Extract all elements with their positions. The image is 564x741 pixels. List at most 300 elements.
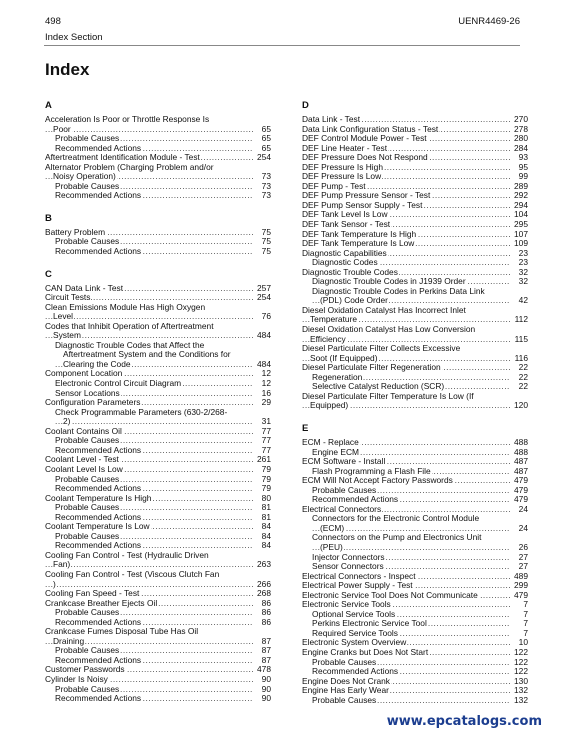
index-subentry (302, 514, 528, 533)
entry-text: DEF Pump Sensor Supply - Test (302, 200, 423, 210)
entry-text: Probable Causes (55, 646, 120, 656)
entry-line (45, 293, 271, 303)
index-entry (45, 465, 271, 475)
entry-text: Electronic Service Tool Does Not Communicate (302, 590, 478, 600)
index-entry (45, 369, 271, 379)
index-entry (45, 570, 271, 589)
entry-line (302, 191, 528, 201)
index-subentry (302, 287, 528, 306)
entry-text: Engine Cranks but Does Not Start (302, 647, 429, 657)
page-reference: 87 (261, 636, 271, 646)
header-divider (44, 45, 520, 46)
page-reference: 278 (514, 124, 528, 134)
entry-line (45, 427, 271, 437)
index-subentry (45, 608, 271, 618)
entry-line (55, 532, 271, 542)
page-reference: 81 (261, 512, 271, 522)
entry-line (45, 172, 271, 182)
entry-text: Probable Causes (55, 134, 120, 144)
entry-text: Perkins Electronic Service Tool (312, 619, 427, 629)
page-number: 498 (45, 16, 61, 27)
entry-text: (PDL) Code Order (320, 296, 388, 306)
page-reference: 77 (261, 426, 271, 436)
entry-text: Recommended Actions (55, 655, 142, 665)
index-subentry (302, 667, 528, 677)
entry-text: Recommended Actions (55, 247, 142, 257)
page-reference: 80 (261, 493, 271, 503)
entry-text: Selective Catalyst Reduction (SCR) (312, 382, 445, 392)
section-name: Index Section (45, 32, 103, 43)
entry-line (302, 476, 528, 486)
entry-text: Aftertreatment System and the Conditions for (63, 350, 231, 360)
entry-line (55, 417, 271, 427)
entry-text: Cooling Fan Control - Test (Hydraulic Driven (45, 550, 209, 560)
entry-line (312, 543, 528, 553)
index-section-letter: A (45, 100, 52, 111)
index-entry (302, 476, 528, 486)
index-subentry (45, 656, 271, 666)
entry-line (45, 589, 271, 599)
index-subentry (45, 446, 271, 456)
entry-line (45, 560, 271, 570)
page-reference: 29 (261, 398, 271, 408)
page-reference: 79 (261, 474, 271, 484)
index-entry (45, 228, 271, 238)
index-entry (302, 210, 528, 220)
page-reference: 292 (514, 191, 528, 201)
entry-line (302, 315, 528, 325)
entry-text: Acceleration Is Poor or Throttle Response Is (45, 115, 210, 124)
index-entry (302, 363, 528, 373)
index-subentry (45, 247, 271, 257)
entry-line (45, 303, 271, 313)
entry-line (302, 210, 528, 220)
entry-line (302, 335, 528, 345)
index-subentry (45, 144, 271, 154)
entry-line (312, 696, 528, 706)
entry-line (45, 637, 271, 647)
page-reference: 65 (261, 124, 271, 134)
leader-dots (45, 312, 253, 322)
index-entry (45, 675, 271, 685)
entry-text: Probable Causes (55, 181, 120, 191)
page-reference: 23 (518, 248, 528, 258)
entry-text: Engine ECM (312, 447, 360, 457)
entry-text: Probable Causes (55, 237, 120, 247)
entry-text: Diesel Particulate Filter Collects Excessive (302, 344, 461, 354)
index-subentry (45, 646, 271, 656)
page-reference: 479 (514, 485, 528, 495)
entry-text: Recommended Actions (55, 484, 142, 494)
index-entry (302, 572, 528, 582)
entry-line (55, 503, 271, 513)
entry-text: Electrical Connectors (302, 504, 382, 514)
index-entry (45, 398, 271, 408)
index-subentry (45, 237, 271, 247)
leader-dots (45, 125, 253, 135)
page-reference: 73 (261, 191, 271, 201)
entry-line (302, 363, 528, 373)
entry-line (302, 201, 528, 211)
entry-text: Sensor Locations (55, 388, 120, 398)
entry-line (45, 580, 271, 590)
index-subentry (45, 436, 271, 446)
index-subentry (302, 467, 528, 477)
entry-text: Crankcase Breather Ejects Oil (45, 598, 158, 608)
entry-text: DEF Tank Temperature Is High (302, 229, 417, 239)
entry-line (55, 247, 271, 257)
index-entry (45, 284, 271, 294)
index-entry (302, 581, 528, 591)
entry-line (302, 230, 528, 240)
page-reference: 31 (261, 417, 271, 427)
entry-line (312, 667, 528, 677)
entry-line (302, 344, 528, 354)
index-column-left (45, 97, 271, 704)
entry-text: Probable Causes (312, 485, 377, 495)
entry-line (312, 514, 528, 524)
page-reference: 90 (261, 694, 271, 704)
entry-text: (ECM) (320, 523, 345, 533)
entry-text: Equipped) (310, 401, 349, 411)
index-subentry (45, 182, 271, 192)
entry-line (55, 341, 271, 351)
page-reference: 299 (514, 581, 528, 591)
index-entry (45, 455, 271, 465)
entry-line (45, 494, 271, 504)
entry-line (302, 438, 528, 448)
index-subentry (45, 475, 271, 485)
index-entry (302, 268, 528, 278)
index-entry (45, 665, 271, 675)
entry-text: DEF Tank Sensor - Test (302, 220, 391, 230)
page-reference: 261 (257, 455, 271, 465)
index-entry (302, 438, 528, 448)
entry-text: DEF Pump - Test (302, 181, 366, 191)
entry-line (302, 153, 528, 163)
page-reference: 86 (261, 598, 271, 608)
entry-line (45, 312, 271, 322)
entry-text: Configuration Parameters (45, 398, 141, 408)
index-entry (302, 591, 528, 601)
entry-text: Draining (53, 636, 85, 646)
entry-line (55, 656, 271, 666)
entry-text: Soot (If Equipped) (310, 353, 378, 363)
entry-text: ) (53, 579, 56, 589)
entry-text: Engine Has Early Wear (302, 686, 389, 696)
entry-line (55, 191, 271, 201)
entry-text: Battery Problem (45, 227, 106, 237)
entry-text: Cylinder Is Noisy (45, 674, 108, 684)
entry-line (302, 354, 528, 364)
page-reference: 294 (514, 200, 528, 210)
entry-line (55, 446, 271, 456)
entry-line (55, 484, 271, 494)
entry-line (302, 457, 528, 467)
entry-text: Level (53, 312, 74, 322)
entry-text: Probable Causes (55, 684, 120, 694)
entry-text: Coolant Contains Oil (45, 426, 122, 436)
page-reference: 79 (261, 464, 271, 474)
entry-text: Alternator Problem (Charging Problem and/or (45, 162, 214, 172)
page-reference: 116 (514, 353, 528, 363)
index-entry (302, 505, 528, 515)
entry-text: Probable Causes (55, 503, 120, 513)
entry-text: Recommended Actions (55, 694, 142, 704)
page-reference: 487 (514, 466, 528, 476)
entry-line (302, 182, 528, 192)
index-entry (302, 153, 528, 163)
entry-line (312, 629, 528, 639)
page-reference: 484 (257, 359, 271, 369)
index-section-letter: E (302, 422, 309, 434)
entry-text: Probable Causes (312, 695, 377, 705)
entry-text: Temperature (310, 315, 358, 325)
index-entry (302, 344, 528, 363)
index-subentry (302, 619, 528, 629)
index-entry (302, 457, 528, 467)
page-reference: 76 (261, 312, 271, 322)
entry-line (312, 258, 528, 268)
entry-line (302, 648, 528, 658)
entry-line (45, 570, 271, 580)
page-reference: 16 (261, 388, 271, 398)
entry-line (302, 115, 528, 125)
index-entry (302, 638, 528, 648)
index-entry (45, 293, 271, 303)
page-reference: 22 (518, 382, 528, 392)
index-subentry (302, 610, 528, 620)
entry-text: Recommended Actions (55, 191, 142, 201)
entry-text: System (53, 331, 81, 341)
index-subentry (302, 373, 528, 383)
index-entry (302, 220, 528, 230)
entry-text: Probable Causes (312, 657, 377, 667)
entry-line (45, 153, 271, 163)
entry-line (302, 677, 528, 687)
entry-text: Cooling Fan Speed - Test (45, 589, 140, 599)
entry-text: DEF Pump Pressure Sensor - Test (302, 191, 431, 201)
index-subentry (45, 379, 271, 389)
entry-text: Diagnostic Capabilities (302, 248, 387, 258)
page-reference: 12 (261, 369, 271, 379)
index-entry (45, 115, 271, 134)
page-reference: 26 (518, 542, 528, 552)
page-reference: 84 (261, 531, 271, 541)
leader-dots (55, 417, 253, 427)
entry-line (312, 619, 528, 629)
entry-text: Sensor Connectors (312, 562, 384, 572)
page-reference: 254 (257, 293, 271, 303)
page-reference: 24 (518, 504, 528, 514)
section-gap (45, 257, 271, 266)
page-reference: 132 (514, 695, 528, 705)
page-reference: 77 (261, 445, 271, 455)
entry-text: Recommended Actions (55, 541, 142, 551)
entry-text: Crankcase Fumes Disposal Tube Has Oil (45, 627, 199, 637)
entry-line (312, 553, 528, 563)
entry-text: ECM Will Not Accept Factory Passwords (302, 476, 453, 486)
entry-text: Diesel Particulate Filter Regeneration (302, 363, 441, 373)
page-reference: 268 (257, 589, 271, 599)
entry-line (302, 220, 528, 230)
entry-text: Recommended Actions (312, 495, 399, 505)
entry-text: Clearing the Code (63, 359, 131, 369)
entry-line (45, 627, 271, 637)
entry-line (312, 296, 528, 306)
page-reference: 27 (518, 562, 528, 572)
entry-line (302, 144, 528, 154)
entry-line (55, 685, 271, 695)
index-subentry (45, 389, 271, 399)
entry-text: Circuit Tests (45, 293, 91, 303)
page-reference: 479 (514, 495, 528, 505)
entry-line (302, 572, 528, 582)
entry-text: Engine Does Not Crank (302, 676, 390, 686)
entry-text: Check Programmable Parameters (630-2/268- (55, 407, 228, 417)
page-reference: 24 (518, 523, 528, 533)
entry-line (55, 144, 271, 154)
entry-line (302, 268, 528, 278)
entry-line (45, 522, 271, 532)
page-reference: 478 (257, 665, 271, 675)
entry-line (302, 591, 528, 601)
entry-text: Probable Causes (55, 608, 120, 618)
index-subentry (302, 533, 528, 552)
page-reference: 90 (261, 684, 271, 694)
page-reference: 84 (261, 541, 271, 551)
entry-text: Codes that Inhibit Operation of Aftertreatment (45, 321, 214, 331)
entry-line (45, 284, 271, 294)
entry-text: DEF Pressure Is Low (302, 172, 382, 182)
index-subentry (45, 408, 271, 427)
entry-line (45, 455, 271, 465)
index-subentry (45, 484, 271, 494)
page-reference: 130 (514, 676, 528, 686)
entry-line (312, 562, 528, 572)
page-reference: 93 (518, 153, 528, 163)
entry-line (45, 331, 271, 341)
entry-text: DEF Control Module Power - Test (302, 134, 427, 144)
entry-text: Flash Programming a Flash File (312, 466, 431, 476)
entry-text: Probable Causes (55, 531, 120, 541)
entry-line (45, 228, 271, 238)
index-subentry (302, 258, 528, 268)
index-entry (302, 230, 528, 240)
page-reference: 107 (514, 229, 528, 239)
entry-line (45, 163, 271, 173)
index-entry (302, 182, 528, 192)
page-reference: 122 (514, 667, 528, 677)
entry-text: DEF Line Heater - Test (302, 143, 388, 153)
entry-text: Recommended Actions (312, 667, 399, 677)
index-entry (45, 494, 271, 504)
page-reference: 22 (518, 363, 528, 373)
entry-text: DEF Tank Level Is Low (302, 210, 388, 220)
page-reference: 289 (514, 181, 528, 191)
entry-text: Recommended Actions (55, 445, 142, 455)
entry-line (302, 306, 528, 316)
entry-line (302, 638, 528, 648)
entry-line (45, 398, 271, 408)
index-entry (302, 239, 528, 249)
entry-text: Diagnostic Trouble Codes in Perkins Data Link (312, 286, 485, 296)
entry-text: Coolant Level - Test (45, 455, 119, 465)
index-subentry (302, 629, 528, 639)
entry-line (55, 475, 271, 485)
index-entry (302, 325, 528, 344)
page-reference: 479 (514, 476, 528, 486)
index-subentry (302, 562, 528, 572)
entry-text: ECM Software - Install (302, 457, 386, 467)
index-entry (302, 144, 528, 154)
index-subentry (302, 658, 528, 668)
entry-text: ECM - Replace (302, 437, 359, 447)
index-entry (45, 589, 271, 599)
index-entry (45, 322, 271, 341)
index-entry (302, 306, 528, 325)
entry-text: Customer Passwords (45, 665, 125, 675)
entry-line (302, 392, 528, 402)
page-reference: 32 (518, 267, 528, 277)
entry-text: Cooling Fan Control - Test (Viscous Clutch Fan (45, 569, 220, 579)
entry-text: Electronic Service Tools (302, 600, 391, 610)
entry-line (312, 287, 528, 297)
page-reference: 254 (257, 153, 271, 163)
page-reference: 32 (518, 277, 528, 287)
entry-line (45, 599, 271, 609)
entry-line (55, 618, 271, 628)
entry-line (55, 182, 271, 192)
index-subentry (45, 694, 271, 704)
index-entry (45, 427, 271, 437)
entry-line (55, 360, 271, 370)
page-reference: 99 (518, 172, 528, 182)
entry-text: Efficiency (310, 334, 346, 344)
entry-line (312, 467, 528, 477)
page-reference: 87 (261, 655, 271, 665)
entry-text: Aftertreatment Identification Module - Test (45, 153, 200, 163)
entry-text: Coolant Temperature Is High (45, 493, 152, 503)
index-subentry (45, 685, 271, 695)
page-reference: 266 (257, 579, 271, 589)
entry-text: Fan) (53, 560, 71, 570)
entry-text: DEF Pressure Does Not Respond (302, 153, 428, 163)
index-entry (45, 551, 271, 570)
entry-text: CAN Data Link - Test (45, 283, 124, 293)
entry-text: Diesel Particulate Filter Temperature Is Low (If (302, 391, 474, 401)
page-reference: 488 (514, 447, 528, 457)
page-reference: 120 (514, 401, 528, 411)
index-entry (45, 303, 271, 322)
index-subentry (45, 503, 271, 513)
entry-text: (PEU) (320, 542, 343, 552)
page-reference: 65 (261, 134, 271, 144)
page-reference: 87 (261, 646, 271, 656)
entry-text: Diagnostic Trouble Codes that Affect the (55, 340, 205, 350)
entry-text: Required Service Tools (312, 628, 398, 638)
page-reference: 73 (261, 172, 271, 182)
page-reference: 75 (261, 237, 271, 247)
entry-line (55, 237, 271, 247)
page-reference: 257 (257, 283, 271, 293)
page-reference: 73 (261, 181, 271, 191)
page-reference: 81 (261, 503, 271, 513)
entry-line (312, 495, 528, 505)
entry-line (312, 533, 528, 543)
entry-line (302, 581, 528, 591)
entry-line (302, 505, 528, 515)
